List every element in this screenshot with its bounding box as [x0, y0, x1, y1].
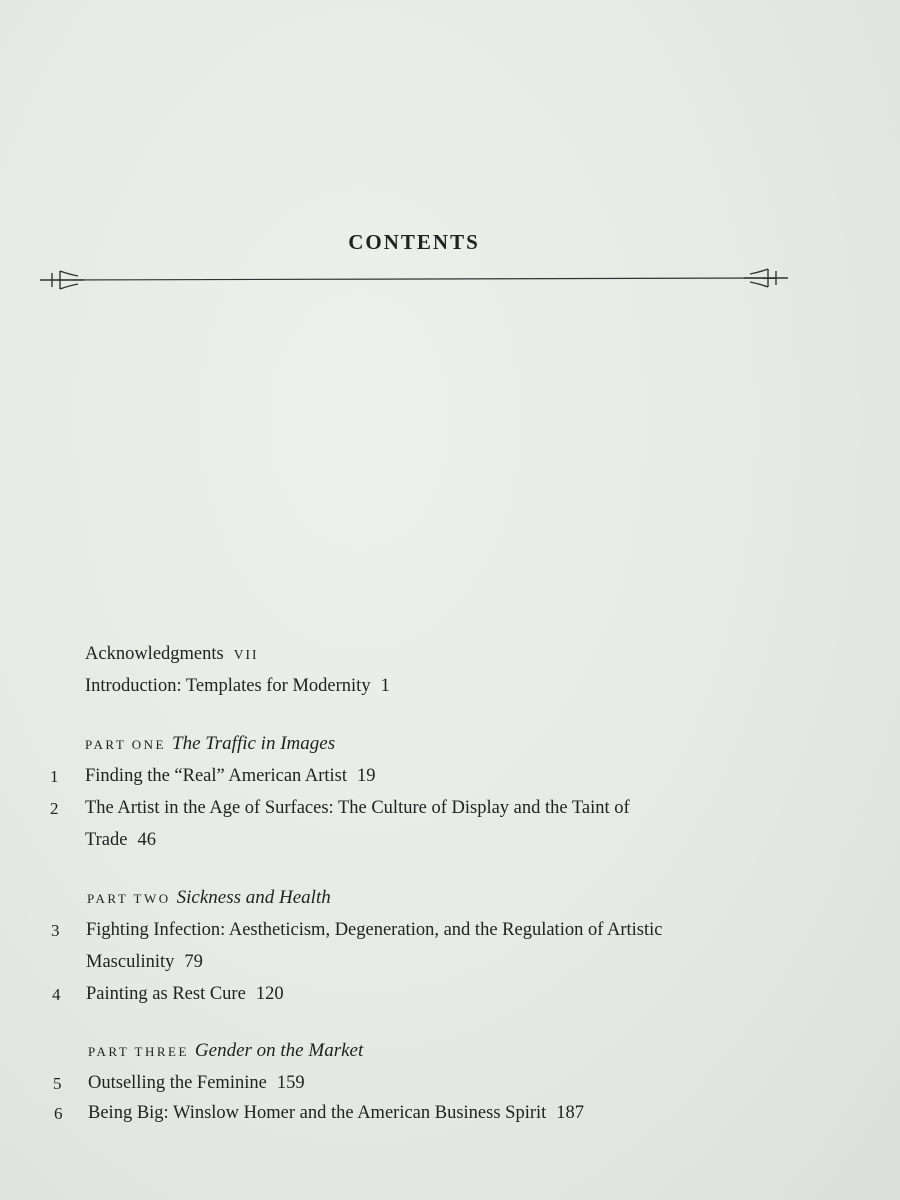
part-heading-one: [85, 733, 335, 755]
chapter-number: 4: [52, 985, 61, 1004]
page-number: 187: [556, 1103, 585, 1123]
toc-entry-chapter-3-continued: [86, 952, 203, 973]
chapter-number: 6: [54, 1104, 63, 1123]
entry-title: Finding the “Real” American Artist: [85, 766, 348, 786]
toc-entry-chapter-6: [88, 1103, 584, 1124]
part-heading-three: [88, 1040, 363, 1062]
right-flourish-ornament: [744, 269, 788, 287]
part-title: Sickness and Health: [176, 887, 331, 908]
page-number: 79: [184, 952, 203, 972]
page-number: 46: [137, 830, 156, 850]
toc-entry-chapter-1: [85, 766, 376, 787]
left-flourish-ornament: [40, 271, 84, 289]
part-label: PART TWO: [87, 891, 171, 906]
entry-title: Acknowledgments: [85, 644, 224, 664]
toc-entry-chapter-4: [86, 984, 284, 1005]
page-number: 19: [357, 766, 376, 786]
entry-title: Introduction: Templates for Modernity: [85, 676, 371, 696]
chapter-number: 1: [50, 767, 59, 786]
toc-entry-chapter-5: [88, 1073, 305, 1094]
toc-entry-acknowledgments: [85, 644, 258, 665]
part-title: Gender on the Market: [194, 1040, 364, 1061]
chapter-number: 2: [50, 799, 59, 818]
entry-title: Being Big: Winslow Homer and the American Business Spirit: [88, 1103, 547, 1123]
part-label: PART ONE: [85, 737, 166, 752]
page-number: VII: [233, 647, 259, 662]
toc-entry-chapter-3: [86, 920, 662, 941]
entry-title: The Artist in the Age of Surfaces: The Culture of Display and the Taint of: [85, 798, 630, 818]
ornamental-rule: [38, 266, 790, 296]
part-title: The Traffic in Images: [172, 733, 336, 754]
contents-heading: CONTENTS: [348, 230, 480, 254]
entry-title: Painting as Rest Cure: [86, 984, 246, 1004]
toc-entry-introduction: [85, 676, 390, 697]
entry-title: Outselling the Feminine: [88, 1073, 267, 1093]
entry-title: Trade: [85, 830, 128, 850]
entry-title: Fighting Infection: Aestheticism, Degeneration, and the Regulation of Artistic: [86, 920, 663, 940]
page-number: 1: [380, 676, 390, 696]
part-label: PART THREE: [88, 1044, 189, 1059]
toc-entry-chapter-2: [85, 798, 630, 819]
page-number: 120: [255, 984, 284, 1004]
chapter-number: 3: [51, 921, 60, 940]
entry-title: Masculinity: [86, 952, 175, 972]
part-heading-two: [87, 887, 331, 909]
page-number: 159: [276, 1073, 305, 1093]
chapter-number: 5: [53, 1074, 62, 1093]
toc-entry-chapter-2-continued: [85, 830, 156, 851]
